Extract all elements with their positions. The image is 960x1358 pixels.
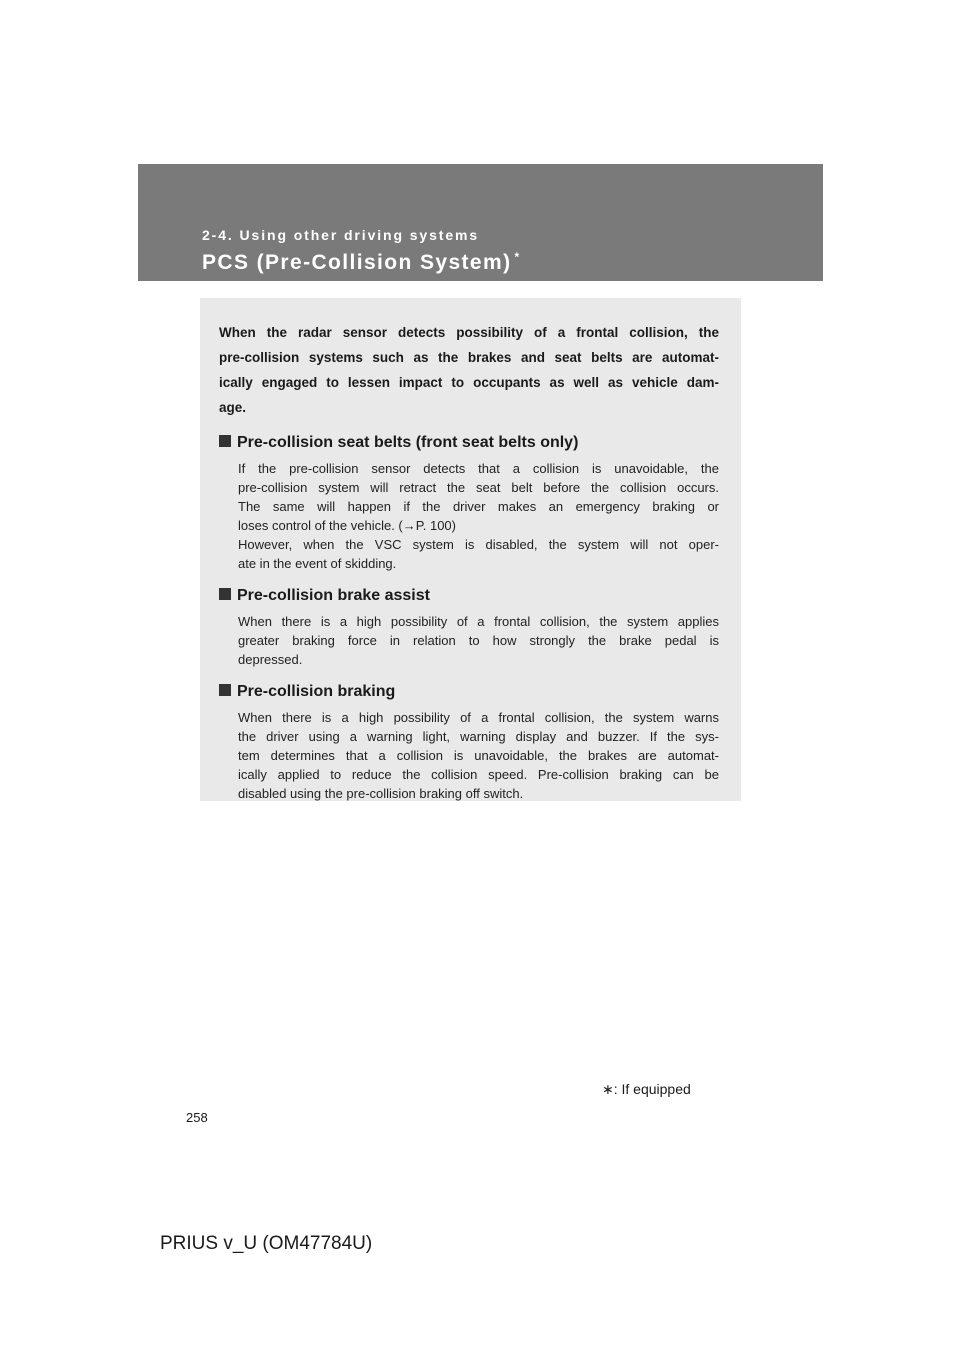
body-line: If the pre-collision sensor detects that a collision is unavoidable, the bbox=[238, 461, 719, 476]
section-brake-assist bbox=[219, 585, 719, 669]
body-line: pre-collision system will retract the seat belt before the collision occurs. bbox=[238, 480, 719, 495]
body-line: greater braking force in relation to how strongly the brake pedal is bbox=[238, 633, 719, 648]
page-title-text: PCS (Pre-Collision System) bbox=[202, 251, 512, 274]
body-line: ically applied to reduce the collision speed. Pre-collision braking can be bbox=[238, 767, 719, 782]
section-heading bbox=[219, 681, 719, 703]
footnote-if-equipped: ∗: If equipped bbox=[602, 1081, 691, 1097]
body-line: disabled using the pre-collision braking off switch. bbox=[238, 786, 524, 801]
square-bullet-icon bbox=[219, 684, 231, 696]
intro-line: When the radar sensor detects possibility of a frontal collision, the bbox=[219, 325, 719, 340]
section-body bbox=[238, 708, 719, 803]
body-line: tem determines that a collision is unavoidable, the brakes are automat- bbox=[238, 748, 719, 763]
body-line: However, when the VSC system is disabled, the system will not oper- bbox=[238, 537, 719, 552]
body-line: the driver using a warning light, warning display and buzzer. If the sys- bbox=[238, 729, 719, 744]
intro-paragraph bbox=[219, 320, 719, 420]
footer-model-code: PRIUS v_U (OM47784U) bbox=[160, 1233, 373, 1254]
section-heading-text: Pre-collision brake assist bbox=[237, 587, 430, 604]
content-box bbox=[200, 298, 741, 801]
intro-line: age. bbox=[219, 400, 247, 415]
page-number: 258 bbox=[186, 1110, 208, 1125]
section-heading-text: Pre-collision braking bbox=[237, 683, 396, 700]
body-line: depressed. bbox=[238, 652, 303, 667]
section-seat-belts bbox=[219, 432, 719, 573]
body-line: The same will happen if the driver makes an emergency braking or bbox=[238, 499, 719, 514]
intro-line: pre-collision systems such as the brakes and seat belts are automat- bbox=[219, 350, 719, 365]
section-body bbox=[238, 459, 719, 573]
section-heading bbox=[219, 585, 719, 607]
body-line: loses control of the vehicle. (→P. 100) bbox=[238, 518, 456, 533]
section-heading bbox=[219, 432, 719, 454]
section-body bbox=[238, 612, 719, 669]
section-braking bbox=[219, 681, 719, 803]
body-line: When there is a high possibility of a frontal collision, the system applies bbox=[238, 614, 719, 629]
body-line: ate in the event of skidding. bbox=[238, 556, 397, 571]
section-label: 2-4. Using other driving systems bbox=[202, 227, 480, 243]
page-title bbox=[202, 250, 519, 275]
section-heading-text: Pre-collision seat belts (front seat belts only) bbox=[237, 434, 579, 451]
square-bullet-icon bbox=[219, 435, 231, 447]
intro-line: ically engaged to lessen impact to occupants as well as vehicle dam- bbox=[219, 375, 719, 390]
if-equipped-marker: * bbox=[514, 250, 520, 264]
chapter-header-band bbox=[138, 164, 823, 281]
body-line: When there is a high possibility of a frontal collision, the system warns bbox=[238, 710, 719, 725]
square-bullet-icon bbox=[219, 588, 231, 600]
